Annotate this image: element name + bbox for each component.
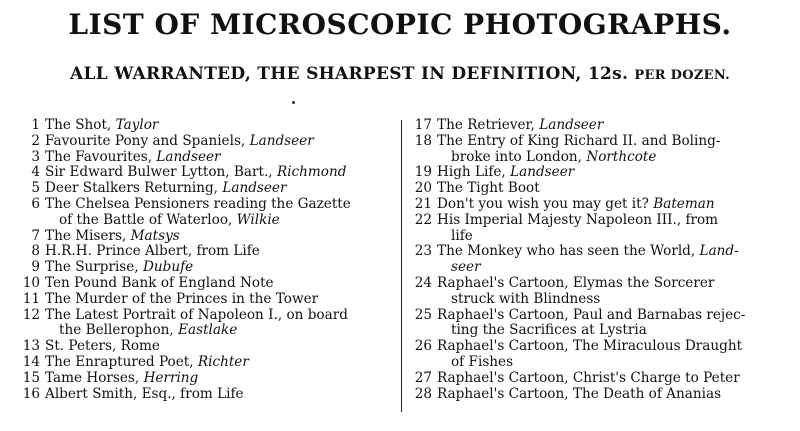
item-text: [437, 308, 782, 340]
item-number: 20: [414, 180, 432, 197]
item-title: The Entry of King Richard II. and Boling-: [437, 132, 721, 149]
item-author: Landseer: [156, 148, 221, 165]
item-title: High Life,: [437, 164, 506, 181]
item-text: [437, 213, 782, 245]
item-text: [45, 371, 396, 387]
item-title: Raphael's Cartoon, Elymas the Sorcerer: [437, 274, 715, 291]
right-column: [410, 118, 782, 402]
list-item: [18, 118, 396, 134]
item-number: 16: [22, 385, 40, 402]
item-number: 21: [414, 195, 432, 212]
subtitle-main: ALL WARRANTED, THE SHARPEST IN DEFINITION, 12s.: [70, 64, 629, 84]
item-title: Sir Edward Bulwer Lytton, Bart.,: [45, 164, 273, 181]
item-text: [437, 134, 782, 166]
item-number: 7: [31, 227, 40, 244]
item-title-continuation: life: [451, 227, 473, 244]
item-text: [45, 118, 396, 134]
subtitle-price-unit: PER DOZEN.: [634, 68, 730, 83]
item-author: Bateman: [653, 195, 715, 212]
item-author: Landseer: [539, 117, 604, 133]
item-text: [45, 355, 396, 371]
list-item: [410, 244, 782, 276]
item-number: 12: [22, 306, 40, 323]
item-text: [45, 339, 396, 355]
item-text: [45, 292, 396, 308]
item-number: 19: [414, 164, 432, 181]
item-number: 24: [414, 274, 432, 291]
item-title: The Favourites,: [45, 148, 153, 165]
column-divider: [401, 120, 402, 412]
item-text: [437, 244, 782, 276]
item-number: 13: [22, 338, 40, 355]
item-title: The Misers,: [45, 227, 127, 244]
item-number: 23: [414, 243, 432, 260]
list-item: [18, 292, 396, 308]
list-item: [410, 276, 782, 308]
item-number: 10: [22, 274, 40, 291]
item-title-continuation: of Fishes: [451, 353, 514, 370]
item-author: Richter: [197, 353, 249, 370]
left-column: [18, 118, 396, 402]
item-text: [437, 181, 782, 197]
item-number: 2: [31, 132, 40, 149]
list-item: [410, 371, 782, 387]
item-number: 14: [22, 353, 40, 370]
item-author: Northcote: [586, 148, 657, 165]
item-title: Raphael's Cartoon, The Miraculous Draught: [437, 338, 743, 355]
item-title: Deer Stalkers Returning,: [45, 180, 218, 197]
item-text: [437, 118, 782, 134]
item-text: [45, 229, 396, 245]
list-item: [410, 213, 782, 245]
list-item: [18, 355, 396, 371]
item-title: Raphael's Cartoon, Paul and Barnabas rejec-: [437, 306, 746, 323]
item-title-continuation: the Bellerophon,: [59, 322, 174, 339]
item-text: [45, 260, 396, 276]
item-author: Landseer: [510, 164, 575, 181]
list-item: [410, 308, 782, 340]
item-number: 5: [31, 180, 40, 197]
item-author: Dubufe: [142, 259, 194, 276]
item-author: Landseer: [222, 180, 287, 197]
item-number: 22: [414, 211, 432, 228]
item-text: [437, 276, 782, 308]
item-number: 11: [22, 290, 40, 307]
item-title: The Monkey who has seen the World,: [437, 243, 696, 260]
item-text: [437, 371, 782, 387]
item-number: 26: [414, 338, 432, 355]
item-title: Raphael's Cartoon, The Death of Ananias: [437, 385, 722, 402]
item-title: The Surprise,: [45, 259, 139, 276]
item-title: St. Peters, Rome: [45, 338, 160, 355]
item-text: [45, 276, 396, 292]
item-number: 9: [31, 259, 40, 276]
item-text: [45, 134, 396, 150]
item-number: 28: [414, 385, 432, 402]
item-number: 27: [414, 369, 432, 386]
item-author: Eastlake: [178, 322, 238, 339]
item-title: The Shot,: [45, 117, 112, 133]
item-number: 15: [22, 369, 40, 386]
list-item: [18, 134, 396, 150]
item-author: Herring: [143, 369, 199, 386]
item-text: [437, 165, 782, 181]
item-text: [45, 308, 396, 340]
page-subtitle: [0, 64, 800, 84]
list-item: [410, 118, 782, 134]
item-text: [45, 387, 396, 403]
list-item: [18, 165, 396, 181]
item-title: His Imperial Majesty Napoleon III., from: [437, 211, 719, 228]
item-text: [45, 181, 396, 197]
list-item: [410, 197, 782, 213]
item-title-continuation: ting the Sacrifices at Lystria: [451, 322, 647, 339]
item-title-continuation: of the Battle of Waterloo,: [59, 211, 233, 228]
list-item: [18, 260, 396, 276]
item-title: The Murder of the Princes in the Tower: [45, 290, 319, 307]
list-item: [18, 197, 396, 229]
list-item: [18, 276, 396, 292]
item-author: Taylor: [115, 117, 159, 133]
list-item: [410, 339, 782, 371]
item-author-continuation: seer: [451, 259, 481, 276]
item-text: [437, 197, 782, 213]
item-text: [45, 150, 396, 166]
item-title: H.R.H. Prince Albert, from Life: [45, 243, 260, 260]
list-item: [18, 150, 396, 166]
list-item: [18, 181, 396, 197]
list-item: [18, 244, 396, 260]
item-text: [437, 387, 782, 403]
item-title: Tame Horses,: [45, 369, 140, 386]
item-author: Landseer: [249, 132, 314, 149]
item-title: The Retriever,: [437, 117, 535, 133]
item-text: [45, 165, 396, 181]
item-title: Raphael's Cartoon, Christ's Charge to Peter: [437, 369, 740, 386]
list-item: [410, 134, 782, 166]
page-title: LIST OF MICROSCOPIC PHOTOGRAPHS.: [68, 8, 732, 41]
item-author: Land-: [699, 243, 739, 260]
item-title-continuation: struck with Blindness: [451, 290, 601, 307]
item-number: 3: [31, 148, 40, 165]
item-title: Ten Pound Bank of England Note: [45, 274, 274, 291]
list-item: [18, 308, 396, 340]
item-number: 18: [414, 132, 432, 149]
item-number: 25: [414, 306, 432, 323]
item-author: Wilkie: [236, 211, 280, 228]
list-item: [410, 387, 782, 403]
item-text: [45, 197, 396, 229]
item-author: Richmond: [276, 164, 347, 181]
list-item: [18, 387, 396, 403]
list-item: [18, 229, 396, 245]
list-item: [18, 371, 396, 387]
item-title: Favourite Pony and Spaniels,: [45, 132, 246, 149]
item-number: 17: [414, 117, 432, 133]
item-number: 1: [31, 117, 40, 133]
item-title: The Chelsea Pensioners reading the Gazette: [45, 195, 351, 212]
item-title-continuation: broke into London,: [451, 148, 582, 165]
list-item: [410, 181, 782, 197]
item-title: Don't you wish you may get it?: [437, 195, 649, 212]
item-title: The Enraptured Poet,: [45, 353, 194, 370]
stray-dot: [292, 101, 295, 104]
item-text: [45, 244, 396, 260]
item-title: Albert Smith, Esq., from Life: [45, 385, 244, 402]
item-author: Matsys: [130, 227, 180, 244]
list-item: [410, 165, 782, 181]
item-number: 4: [31, 164, 40, 181]
item-title: The Tight Boot: [437, 180, 540, 197]
item-text: [437, 339, 782, 371]
list-item: [18, 339, 396, 355]
item-title: The Latest Portrait of Napoleon I., on board: [45, 306, 348, 323]
item-number: 8: [31, 243, 40, 260]
item-number: 6: [31, 195, 40, 212]
